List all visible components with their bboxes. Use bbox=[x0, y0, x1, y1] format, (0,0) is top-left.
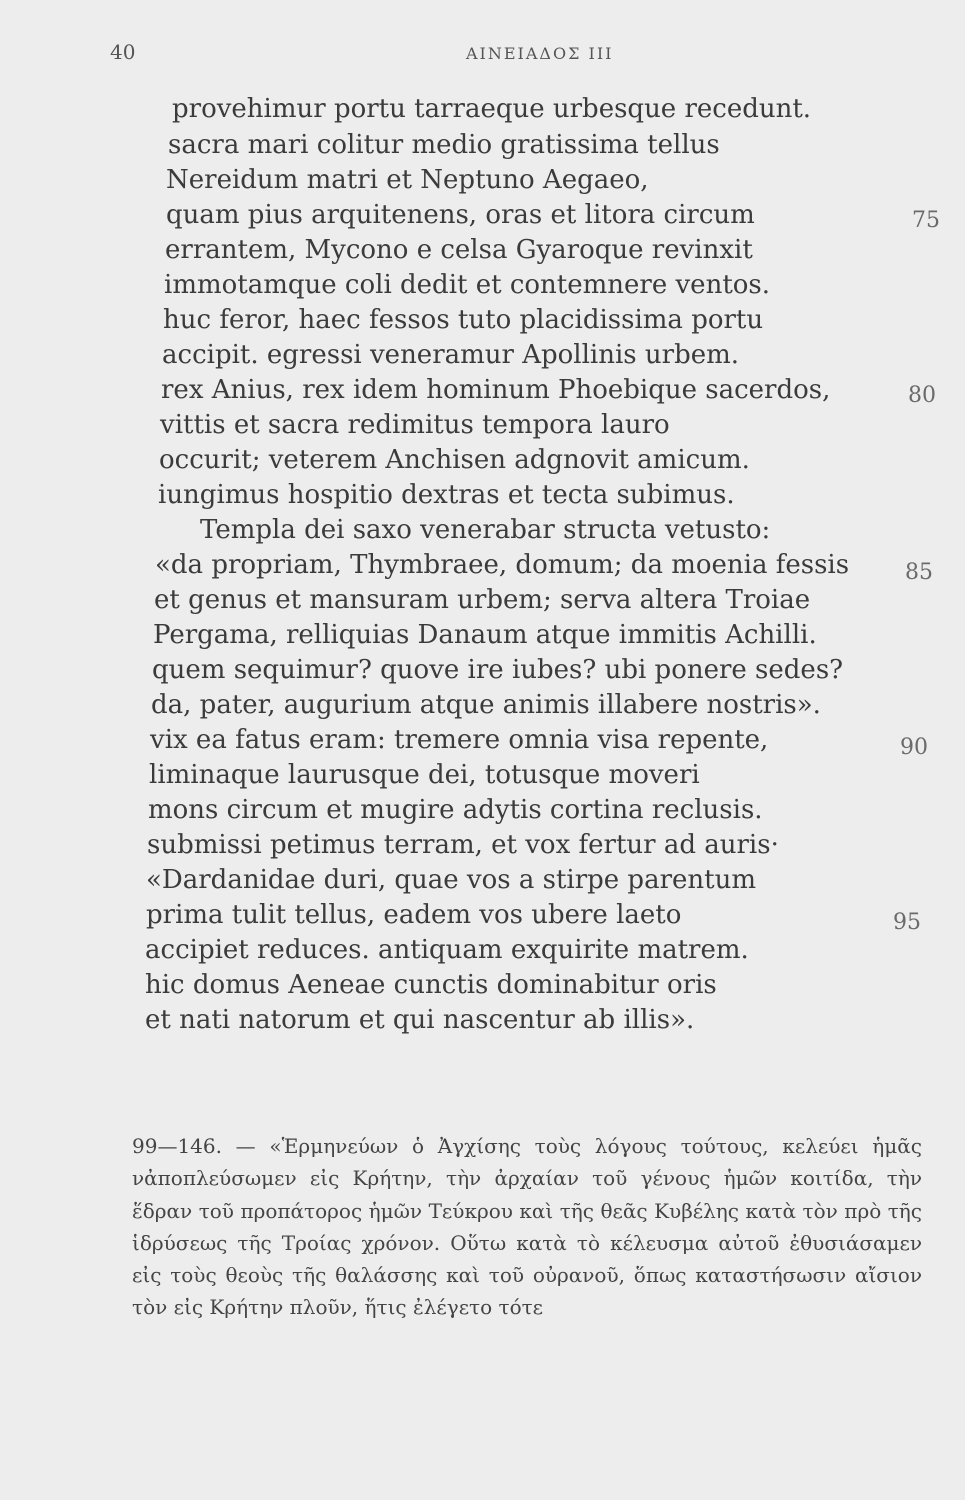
verse-line: prima tulit tellus, eadem vos ubere laeto bbox=[146, 900, 682, 930]
verse-line: accipiet reduces. antiquam exquirite matrem. bbox=[145, 935, 749, 965]
verse-line: rex Anius, rex idem hominum Phoebique sacerdos, bbox=[161, 375, 831, 405]
verse-line: occurit; veterem Anchisen adgnovit amicum. bbox=[159, 445, 750, 475]
verse-line: et genus et mansuram urbem; serva altera Troiae bbox=[154, 585, 811, 615]
line-number: 95 bbox=[893, 910, 921, 935]
page-number: 40 bbox=[110, 40, 136, 64]
verse-line: Templa dei saxo venerabar structa vetusto: bbox=[200, 515, 771, 545]
verse-line: mons circum et mugire adytis cortina reclusis. bbox=[148, 795, 763, 825]
verse-line: submissi petimus terram, et vox fertur ad auris· bbox=[147, 830, 779, 860]
line-number: 75 bbox=[912, 208, 940, 233]
running-title: ΑΙΝΕΙΑΔΟΣ III bbox=[466, 44, 614, 63]
verse-line: Nereidum matri et Neptuno Aegaeo, bbox=[166, 165, 649, 195]
verse-line: huc feror, haec fessos tuto placidissima portu bbox=[163, 305, 764, 335]
line-number: 85 bbox=[905, 560, 933, 585]
verse-line: errantem, Mycono e celsa Gyaroque revinxit bbox=[165, 235, 753, 265]
verse-line: sacra mari colitur medio gratissima tellus bbox=[168, 130, 720, 160]
verse-line: vix ea fatus eram: tremere omnia visa repente, bbox=[150, 725, 769, 755]
verse-line: da, pater, augurium atque animis illabere nostris». bbox=[151, 690, 821, 720]
commentary-note: 99—146. — «Ἑρμηνεύων ὁ Ἀγχίσης τοὺς λόγους τούτους, κελεύει ἡμᾶς νἀποπλεύσωμεν εἰς Κρήτην, τὴν ἀρχαίαν τοῦ γένους ἡμῶν κοιτίδα, τὴν ἕδραν τοῦ προπάτορος ἡμῶν Τεύκρου καὶ τῆς θεᾶς Κυβέλης κατὰ τὸν πρὸ τῆς ἱδρύσεως τῆς Τροίας χρόνον. Οὕτω κατὰ τὸ κέλευσμα αὐτοῦ ἐθυσιάσαμεν εἰς τοὺς θεοὺς τῆς θαλάσσης καὶ τοῦ οὐρανοῦ, ὅπως καταστήσωσιν αἴσιον τὸν εἰς Κρήτην πλοῦν, ἥτις ἐλέγετο τότε bbox=[132, 1134, 922, 1320]
verse-line: vittis et sacra redimitus tempora lauro bbox=[160, 410, 670, 440]
verse-line: liminaque laurusque dei, totusque moveri bbox=[149, 760, 700, 790]
verse-line: iungimus hospitio dextras et tecta subimus. bbox=[158, 480, 735, 510]
verse-line: provehimur portu tarraeque urbesque recedunt. bbox=[172, 94, 812, 124]
verse-line: et nati natorum et qui nascentur ab illis». bbox=[145, 1005, 695, 1035]
verse-line: quam pius arquitenens, oras et litora circum bbox=[166, 200, 755, 230]
verse-line: immotamque coli dedit et contemnere ventos. bbox=[164, 270, 771, 300]
verse-line: quem sequimur? quove ire iubes? ubi ponere sedes? bbox=[152, 655, 844, 685]
line-number: 80 bbox=[908, 383, 936, 408]
verse-line: «Dardanidae duri, quae vos a stirpe parentum bbox=[146, 865, 756, 895]
line-number: 90 bbox=[900, 735, 928, 760]
verse-line: Pergama, relliquias Danaum atque immitis Achilli. bbox=[153, 620, 817, 650]
verse-line: accipit. egressi veneramur Apollinis urbem. bbox=[162, 340, 740, 370]
verse-line: hic domus Aeneae cunctis dominabitur oris bbox=[145, 970, 717, 1000]
verse-line: «da propriam, Thymbraee, domum; da moenia fessis bbox=[155, 550, 850, 580]
